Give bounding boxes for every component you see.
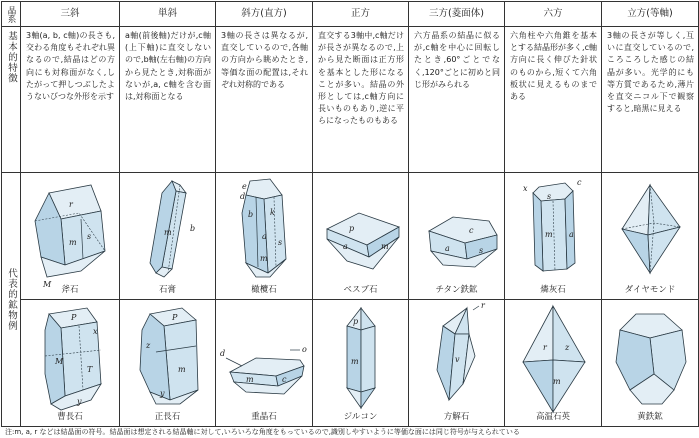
mineral-cell-calcite (409, 300, 505, 427)
mineral-cell-axinite (21, 173, 120, 300)
olivine-face-label: k (270, 208, 275, 217)
minerals-row-2 (2, 300, 699, 427)
albite-face-label: P (71, 313, 77, 322)
header-row (2, 2, 699, 27)
mineral-name-pyrite: 黄鉄鉱 (637, 412, 663, 422)
zircon-face-label: p (353, 317, 359, 326)
ilmenite-face-label: s (479, 246, 484, 255)
vesuvianite-face-label: m (381, 242, 389, 251)
mineral-name-diamond: ダイヤモンド (624, 285, 676, 295)
mineral-cell-pyrite (602, 300, 699, 427)
quartz-face-label: r (543, 343, 547, 352)
gypsum-face-label: b (190, 224, 196, 233)
mineral-cell-olivine (216, 173, 313, 300)
mineral-name-ilmenite: チタン鉄鉱 (435, 285, 478, 295)
header-orthorhombic: 斜方(直方) (216, 2, 313, 27)
header-hexagonal: 六方 (505, 2, 602, 27)
mineral-cell-orthoclase (120, 300, 216, 427)
apatite-crystal-drawing (505, 173, 602, 300)
mineral-cell-zircon (313, 300, 409, 427)
pyrite-crystal-drawing (602, 300, 699, 427)
header-monoclinic: 単斜 (120, 2, 216, 27)
mineral-cell-ilmenite (409, 173, 505, 300)
mineral-cell-apatite (505, 173, 602, 300)
barite-face-label: d (220, 349, 226, 358)
vesuvianite-face-label: a (343, 242, 348, 251)
apatite-face-label: a (569, 230, 574, 239)
mineral-cell-gypsum (120, 173, 216, 300)
barite-face-label: c (282, 375, 287, 384)
mineral-name-zircon: ジルコン (343, 412, 378, 422)
orthoclase-face-label: y (160, 389, 165, 398)
mineral-cell-high-quartz (505, 300, 602, 427)
feature-triclinic: 3軸(a, b, c軸)の長さも,交わる角度もそれぞれ異なるので,結晶はどの方向にも対称面がなく,したがって押しつぶしたようないびつな外形を示す (21, 27, 120, 173)
apatite-face-label: s (547, 192, 552, 201)
feature-trigonal: 六方晶系の結晶に似るが,c軸を中心に回転したとき,60°ごとでなく,120°ごとに初めと同じ形がみられる (409, 27, 505, 173)
features-row (2, 27, 699, 173)
footnote: 注:m, a, r などは結晶面の符号。結晶面は想定される結晶軸に対して,いろいろな角度をもっているので,識別しやすいように等価な面には同じ符号が与えられている (5, 428, 520, 436)
calcite-face-label: v (455, 355, 460, 364)
orthoclase-face-label: m (178, 365, 186, 374)
olivine-face-label: a (262, 232, 267, 241)
header-trigonal: 三方(菱面体) (409, 2, 505, 27)
orthoclase-crystal-drawing (120, 300, 216, 427)
olivine-face-label: e (242, 182, 247, 191)
olivine-crystal-drawing (216, 173, 313, 300)
mineral-name-vesuvianite: ベスブ石 (343, 285, 378, 295)
features-label: 基本的特徴 (6, 31, 17, 84)
vesuvianite-crystal-drawing (313, 173, 409, 300)
mineral-name-albite: 曹長石 (57, 412, 83, 422)
feature-orthorhombic: 3軸の長さは異なるが,直交しているので,各軸の方向から眺めたとき,等価な面の配置は,それぞれ対称的である (216, 27, 313, 173)
header-cubic: 立方(等軸) (602, 2, 699, 27)
calcite-face-label: r (481, 301, 485, 310)
apatite-face-label: m (545, 230, 553, 239)
albite-face-label: M (55, 357, 64, 366)
header-triclinic: 三斜 (21, 2, 120, 27)
axinite-face-label: m (69, 238, 77, 247)
mineral-cell-barite (216, 300, 313, 427)
apatite-face-label: c (577, 178, 582, 187)
features-label-cell (2, 27, 21, 173)
quartz-face-label: m (553, 377, 561, 386)
olivine-face-label: m (260, 254, 268, 263)
mineral-name-olivine: 橄欖石 (251, 285, 277, 295)
mineral-name-axinite: 斧石 (61, 285, 79, 295)
minerals-label-cell (2, 173, 21, 427)
feature-tetragonal: 直交する3軸中,c軸だけが長さが異なるので,上から見た断面は正方形を基本とした形になることが多い。結晶の外形としては,c軸方向に長いものもあり,逆に平らになったものもある (313, 27, 409, 173)
zircon-crystal-drawing (313, 300, 409, 427)
corner-cell (2, 2, 21, 27)
vesuvianite-face-label: p (349, 224, 355, 233)
feature-monoclinic: a軸(前後軸)だけが,c軸(上下軸)に直交しないので,b軸(左右軸)の方向から見たとき,対称面がないが,a, c軸を含む面は,対称面となる (120, 27, 216, 173)
ilmenite-crystal-drawing (409, 173, 505, 300)
axinite-crystal-drawing (21, 173, 119, 300)
barite-face-label: m (246, 375, 254, 384)
gypsum-crystal-drawing (120, 173, 216, 300)
mineral-cell-diamond (602, 173, 699, 300)
albite-face-label: y (77, 397, 82, 406)
albite-crystal-drawing (21, 300, 119, 427)
ilmenite-face-label: a (445, 244, 450, 253)
minerals-label: 代表的鉱物例 (6, 268, 17, 331)
feature-hexagonal: 六角柱や六角錐を基本とする結晶形が多く,c軸方向に長く伸びた針状のものから,短くて六角板状に見えるものまである (505, 27, 602, 173)
axinite-face-label: s (87, 232, 92, 241)
mineral-name-gypsum: 石膏 (158, 285, 176, 295)
mineral-name-high-quartz: 高温石英 (535, 412, 570, 422)
minerals-row-1 (2, 173, 699, 300)
mineral-name-apatite: 燐灰石 (540, 285, 566, 295)
barite-crystal-drawing (216, 300, 313, 427)
mineral-name-barite: 重晶石 (251, 412, 277, 422)
apatite-face-label: x (523, 184, 528, 193)
albite-face-label: T (87, 365, 93, 374)
quartz-face-label: z (565, 343, 570, 352)
albite-face-label: x (93, 327, 98, 336)
mineral-name-calcite: 方解石 (443, 412, 470, 422)
crystal-system-table (1, 1, 699, 427)
zircon-face-label: m (351, 357, 359, 366)
olivine-face-label: d (240, 192, 246, 201)
calcite-crystal-drawing (409, 300, 505, 427)
olivine-face-label: s (278, 238, 283, 247)
axinite-face-label: r (69, 200, 73, 209)
mineral-cell-vesuvianite (313, 173, 409, 300)
axinite-face-label: M (43, 280, 52, 289)
gypsum-face-label: m (164, 228, 172, 237)
corner-label: 晶系 (6, 5, 16, 23)
feature-cubic: 3軸の長さが等しく,互いに直交しているので,ころころした感じの結晶が多い。光学的にも等方質であるため,薄片を直交ニコル下で観察すると,暗黒に見える (602, 27, 699, 173)
mineral-name-orthoclase: 正長石 (154, 412, 181, 422)
ilmenite-face-label: c (469, 226, 474, 235)
high-quartz-crystal-drawing (505, 300, 602, 427)
mineral-cell-albite (21, 300, 120, 427)
orthoclase-face-label: z (146, 341, 151, 350)
header-tetragonal: 正方 (313, 2, 409, 27)
olivine-face-label: b (248, 210, 254, 219)
orthoclase-face-label: P (172, 313, 178, 322)
barite-face-label: o (302, 345, 307, 354)
diamond-crystal-drawing (602, 173, 699, 300)
